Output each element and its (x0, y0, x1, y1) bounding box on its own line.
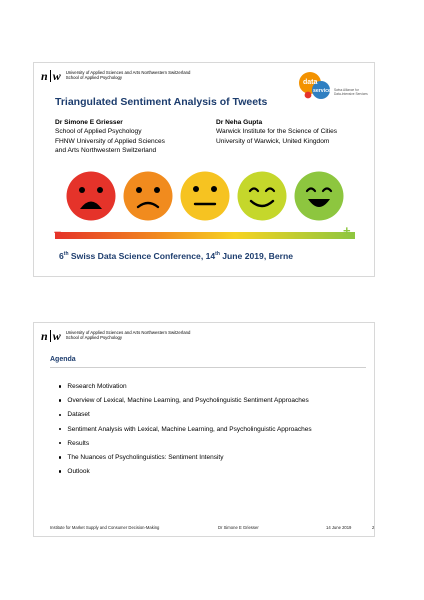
sentiment-scale (55, 232, 355, 239)
author-left-name: Dr Simone E Griesser (55, 119, 123, 126)
happy-face-icon (238, 172, 287, 221)
fhnw-logo (41, 70, 61, 82)
conference-line (59, 251, 293, 261)
logo-tagline-1: Swiss Alliance for (334, 88, 359, 92)
author-left (55, 118, 165, 155)
footer-institute: Institute for Market Supply and Consumer Decision-Making (50, 525, 160, 530)
agenda-item-label: Overview of Lexical, Machine Learning, and Psycholinguistic Sentiment Approaches (67, 397, 309, 405)
logo-letter-w: w (52, 69, 61, 83)
institution-line-2: School of Applied Psychology (65, 335, 123, 341)
institution-line-1: University of Applied Sciences and Arts Northwestern Switzerland (65, 330, 191, 335)
agenda-title: Agenda (50, 356, 76, 363)
footer-date: 14 June 2019 (326, 525, 352, 530)
institution-text (66, 330, 191, 340)
author-right-line-2: University of Warwick, United Kingdom (216, 137, 330, 145)
institution-line-2: School of Applied Psychology (65, 75, 123, 81)
agenda-item (50, 383, 312, 397)
author-right (216, 118, 337, 146)
agenda-item (50, 440, 312, 454)
logo-divider (50, 70, 51, 82)
agenda-item-label: Research Motivation (67, 383, 127, 390)
face-circle-3 (181, 172, 230, 221)
face-eye (154, 187, 160, 193)
logo-circle-red (305, 92, 312, 99)
logo-word-service: service (313, 88, 331, 94)
institution-line-1: University of Applied Sciences and Arts Northwestern Switzerland (65, 70, 191, 75)
face-eye (97, 187, 103, 193)
face-eye (211, 186, 217, 192)
face-eye (79, 187, 85, 193)
bullet-icon (59, 470, 61, 472)
neutral-face-icon (181, 172, 230, 221)
very-happy-face-icon (295, 172, 344, 221)
logo-tagline-2: Data-Intensive Services (334, 92, 368, 96)
agenda-item (50, 454, 312, 468)
agenda-item-label: Outlook (67, 468, 90, 476)
data-service-logo (294, 69, 374, 101)
sentiment-faces (55, 171, 355, 221)
logo-word-data: data (303, 79, 318, 86)
agenda-slide (33, 322, 375, 537)
footer-author: Dr Simone E Griesser (218, 525, 259, 530)
slide-title: Triangulated Sentiment Analysis of Tweets (55, 96, 268, 108)
bullet-icon (59, 442, 61, 444)
slide-header (41, 70, 190, 82)
agenda-item (50, 468, 312, 482)
slide-header (41, 330, 190, 342)
bullet-icon (59, 428, 61, 430)
institution-text (66, 70, 191, 80)
title-slide (33, 62, 375, 277)
bullet-icon (59, 456, 61, 458)
conf-sup-2: th (215, 251, 220, 258)
conf-post: June 2019, Berne (219, 251, 293, 261)
face-eye (193, 186, 199, 192)
scale-gradient-bar (55, 232, 355, 239)
bullet-icon (59, 385, 61, 387)
footer-page-number: 2 (372, 525, 375, 530)
scale-plus-sign: + (343, 223, 351, 238)
agenda-item (50, 426, 312, 440)
agenda-item (50, 397, 312, 411)
author-left-line-3: and Arts Northwestern Switzerland (55, 146, 157, 154)
bullet-icon (59, 414, 61, 416)
agenda-item (50, 411, 312, 425)
very-sad-face-icon (67, 172, 116, 221)
conf-pre: 6 (59, 251, 64, 261)
logo-letter-w: w (52, 329, 61, 343)
slide-footer (50, 525, 375, 531)
agenda-item-label: The Nuances of Psycholinguistics: Sentiment Intensity (67, 453, 224, 461)
conf-mid: Swiss Data Science Conference, 14 (68, 251, 216, 261)
fhnw-logo (41, 330, 61, 342)
face-circle-1 (67, 172, 116, 221)
agenda-list (50, 383, 312, 482)
logo-divider (50, 330, 51, 342)
author-right-name: Dr Neha Gupta (216, 119, 263, 126)
title-divider (50, 367, 366, 368)
author-right-line-1: Warwick Institute for the Science of Cities (216, 128, 338, 136)
agenda-item-label: Results (67, 439, 90, 447)
face-eye (136, 187, 142, 193)
author-left-line-2: FHNW University of Applied Sciences (55, 137, 165, 145)
face-circle-2 (124, 172, 173, 221)
face-circle-5 (295, 172, 344, 221)
bullet-icon (59, 399, 61, 401)
agenda-item-label: Sentiment Analysis with Lexical, Machine Learning, and Psycholinguistic Approaches (67, 425, 312, 433)
sad-face-icon (124, 172, 173, 221)
logo-letter-n: n (41, 329, 48, 343)
logo-letter-n: n (41, 69, 48, 83)
author-left-line-1: School of Applied Psychology (55, 128, 142, 136)
agenda-item-label: Dataset (67, 411, 90, 419)
conf-sup-1: th (63, 251, 69, 258)
scale-minus-sign: – (54, 224, 62, 239)
face-circle-4 (238, 172, 287, 221)
